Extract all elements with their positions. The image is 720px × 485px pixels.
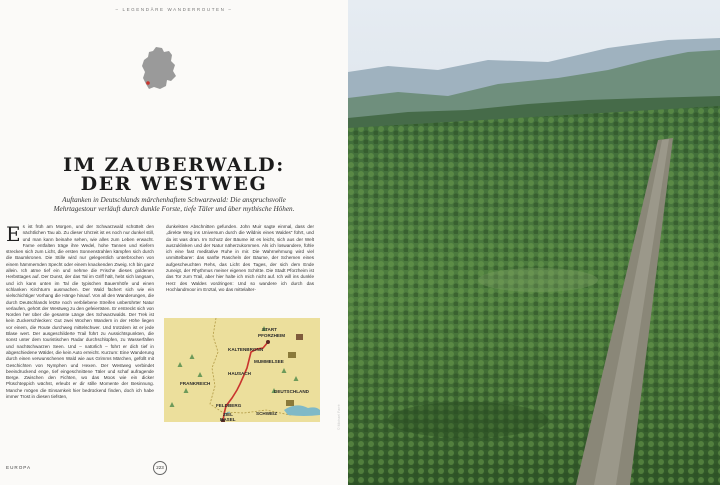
footer-section: EUROPA	[6, 465, 32, 470]
article-title-line2: DER WESTWEG	[80, 173, 268, 195]
article-subtitle	[30, 196, 318, 214]
drop-cap: E	[6, 224, 21, 246]
map-label-pforzheim: PFORZHEIM	[258, 333, 286, 338]
map-label-deutschland: DEUTSCHLAND	[274, 389, 309, 394]
map-label-basel: BASEL	[220, 417, 236, 422]
route-map	[164, 318, 320, 422]
page-number: 223	[153, 461, 167, 475]
article-title-line1: IM ZAUBERWALD:	[63, 154, 285, 176]
body-column-2	[166, 224, 314, 314]
map-label-start: START	[262, 327, 277, 332]
germany-locator-map	[140, 46, 178, 90]
forest-photo	[348, 0, 720, 485]
body-text-1: s ist früh am Morgen, und der Schwarzwald schüttelt den nächtlichen Tau ab. Zu dieser Uhrzeit ist es noch nur dunkel still, und man kann beinahe sehen, wie alles zum Leben erwacht. Farne entfalten träge ihre Wedel, hohe Tannen und Kiefern strecken sich zum Licht, die ersten Sonnenstrahlen kämpfen sich durch die Baumkronen. Die Stille wird nur gelegentlich unterbrochen von einem hämmernden Specht oder einem knackenden Zweig. Ich bin ganz allein. Ich atme tief ein und nehme die Frische dieses goldenen Herbsttages auf. Der Dunst, der das Tal im Griff hält, hebt sich langsam, und ich kann unten im Tal die typischen Bauernhöfe und einen schlanken Kirchturm ausmachen. Der Wald fächert sich wie ein vielschichtiger Vorhang die Hänge hinauf. Von all den Wanderungen, die durch Deutschlands letzte noch verbliebene Streifen unberührter Natur verlaufen, gehört der Westweg zu den gefeiertsten. Er erstreckt sich von Norden her über die gesamte Länge des Schwarzwalds. Der Trek ist kein Zuckerschlecken: Gut zwei Wochen Wandern in der Höhe liegen vor einem, die Route durchweg mittelschwer. Und trotzdem ist er jede Blase wert. Der ausgeschilderte Trail führt zu Aussichtspunkten, die sonst unter dem touristischen Radar durchschlüpfen, zu Wasserfällen und nachtschwarzen Seen. Und – natürlich – führt er dich tief in abgeschiedene Wälder, die kein Auto erreicht. Kurzum: Eine Wanderung durch einen verwunschenen Wald wie aus Grimms Märchen, gefüllt mit Geschichten von Nymphen und Hexen. Der Westweg verbindet beeindruckend enge, tief eingeschnittene Täler und schaf aufragende Berge. Zwischen den Fichten, wo das Moos wie ein dicker Plüschteppich wächst, erleubt er dir stille Momente der Besinnung. Manche mögen die Einsamkeit hier bedrückend finden, doch ich habe immer Trost in diesen tiefsten,	[6, 224, 154, 400]
body-column-1	[6, 224, 154, 469]
map-label-frankreich: FRANKREICH	[180, 381, 211, 386]
map-label-mummelsee: MUMMELSEE	[254, 359, 284, 364]
subtitle-line1: Auftanken in Deutschlands märchenhaftem Schwarzwald: Die anspruchsvolle	[62, 196, 286, 204]
photo-credit: © Michael Farré	[337, 404, 341, 430]
subtitle-line2: Mehrtagestour verläuft durch dunkle Forste, tiefe Täler und über mythische Höhen.	[53, 205, 295, 213]
body-column-2b	[166, 423, 314, 471]
map-label-feldberg: FELDBERG	[216, 403, 242, 408]
map-label-kaltenbronn: KALTENBRONN	[228, 347, 264, 352]
map-label-ziel: ZIEL	[223, 412, 233, 417]
section-kicker: – LEGENDÄRE WANDERROUTEN –	[115, 7, 233, 12]
left-page	[0, 0, 348, 485]
map-label-hausach: HAUSACH	[228, 371, 251, 376]
map-label-schweiz: SCHWEIZ	[256, 411, 278, 416]
body-text-2: dunkelsten Abschnitten gefunden. John Muir sagte einmal, dass der „direkte Weg ins Universum durch die Wildnis eines Waldes" führt, und da ist was dran. Im Schutz der Bäume ist es leicht, sich aus der Welt auszuklinken und der Natur näherzukommen. Als ich loswandere, fühle ich eine fast meditative Ruhe in mir. Die Wahrnehmung wird viel unmittelbarer: das sanfte Rascheln der Bäume, der Schemen eines aufgescheuchten Rehs, das Licht des Tages, der sich dem Ende zuneigt, der Rhythmus meiner eigenen Schritte. Die Stadt Pforzheim ist das Tor zum Trail, aber hier halte ich mich nicht auf. Ich will ins dunkle Herz des Waldes vordringen: Und so wandere ich durch das Hochlandmoor im Enztal, wo das mittelalter-	[166, 224, 314, 292]
forest-photo-illustration	[348, 0, 720, 485]
